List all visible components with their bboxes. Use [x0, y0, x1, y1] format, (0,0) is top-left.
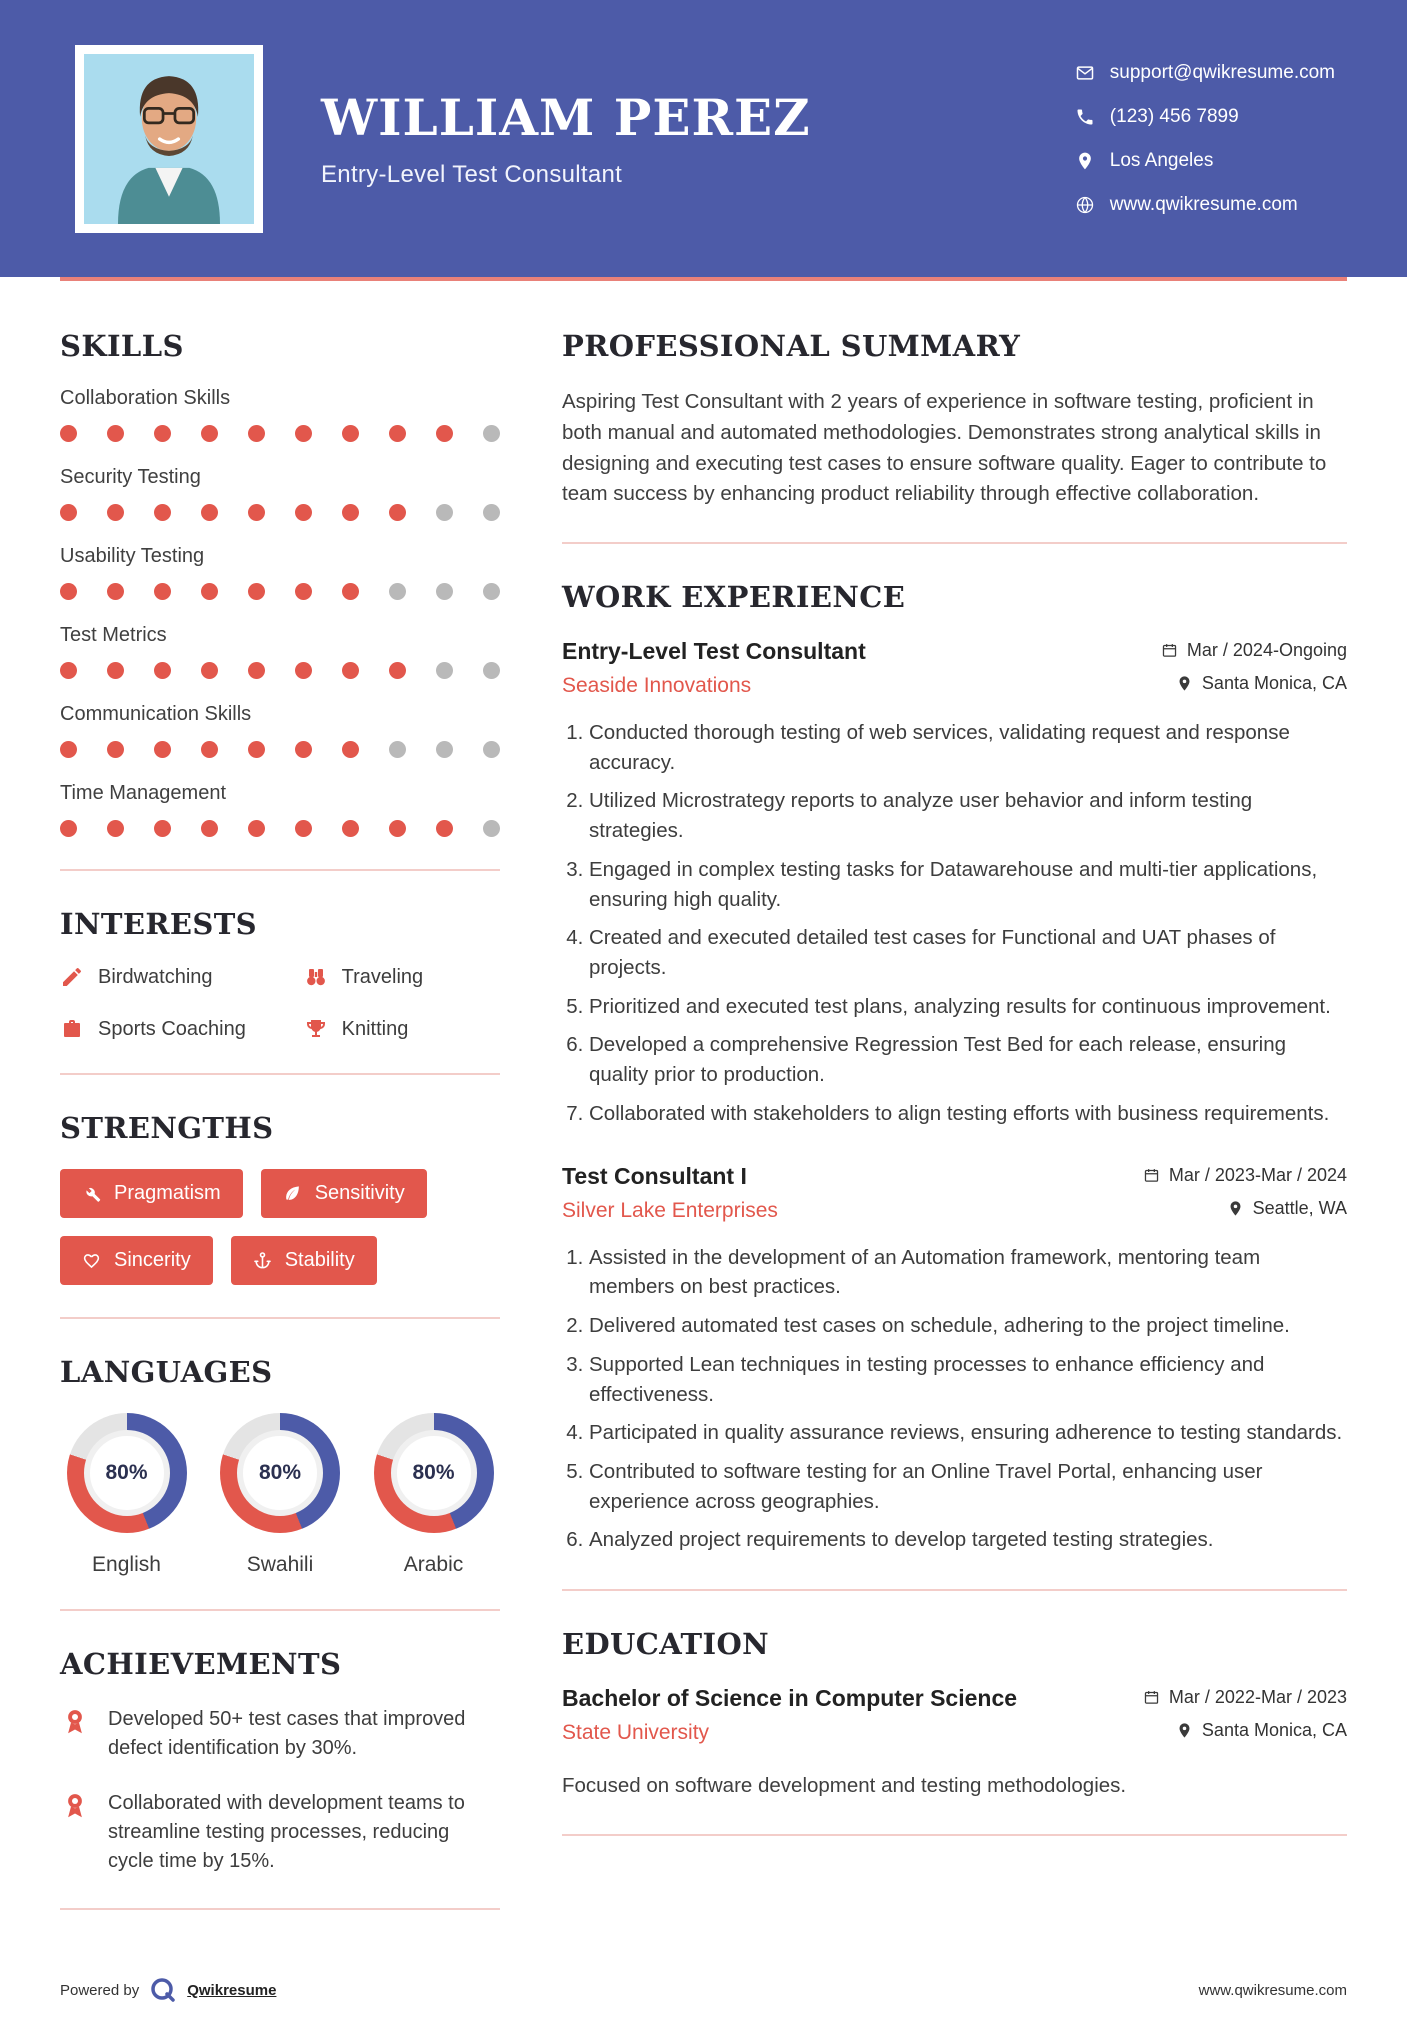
- strength-label: Sincerity: [114, 1249, 191, 1271]
- job-bullet: 3. Engaged in complex testing tasks for Datawarehouse and multi-tier applications, ensuring high quality.: [589, 855, 1347, 914]
- qwikresume-logo-icon: [149, 1976, 177, 2004]
- interest-item: [304, 1017, 500, 1041]
- skill-dot: [483, 741, 500, 758]
- job-bullet: 4. Created and executed detailed test cases for Functional and UAT phases of projects.: [589, 923, 1347, 982]
- skill-item: [60, 387, 500, 442]
- language-donut: [220, 1413, 340, 1533]
- job-dates-text: Mar / 2023-Mar / 2024: [1168, 1164, 1347, 1185]
- education-location: [1176, 1720, 1347, 1741]
- skill-label: Security Testing: [60, 466, 201, 488]
- job-bullet-list: [562, 718, 1347, 1129]
- skill-dot: [154, 504, 171, 521]
- education-dates-text: Mar / 2022-Mar / 2023: [1168, 1687, 1347, 1708]
- medal-icon: [60, 1707, 90, 1737]
- skill-rating: [60, 820, 500, 837]
- skill-label: Time Management: [60, 782, 226, 804]
- skill-dot: [248, 425, 265, 442]
- job-bullet: 5. Contributed to software testing for an Online Travel Portal, enhancing user experience across geographies.: [589, 1457, 1347, 1516]
- education-heading: EDUCATION: [562, 1627, 770, 1662]
- skill-item: [60, 545, 500, 600]
- strengths-section: [60, 1111, 500, 1319]
- language-list: [60, 1413, 500, 1577]
- qwikresume-brand-link[interactable]: Qwikresume: [187, 1981, 277, 1999]
- pin-icon: [1176, 675, 1193, 692]
- education-entry: [562, 1685, 1347, 1802]
- job-bullet-list: [562, 1243, 1347, 1555]
- skill-rating: [60, 583, 500, 600]
- skill-dot: [342, 820, 359, 837]
- skill-dot: [483, 662, 500, 679]
- candidate-title: Entry-Level Test Consultant: [321, 161, 623, 188]
- skill-dot: [60, 583, 77, 600]
- experience-heading: WORK EXPERIENCE: [562, 580, 906, 614]
- powered-by: [60, 1976, 276, 2004]
- strength-chip: [60, 1169, 243, 1218]
- contact-list: [1075, 62, 1335, 216]
- interest-item: [60, 965, 296, 989]
- skill-dot: [201, 662, 218, 679]
- achievements-section: [60, 1647, 500, 1910]
- skills-heading: SKILLS: [60, 329, 184, 363]
- section-divider: [60, 869, 500, 871]
- skill-item: [60, 624, 500, 679]
- footer-site-link[interactable]: www.qwikresume.com: [1198, 1981, 1347, 1999]
- skill-dot: [342, 504, 359, 521]
- education-location-text: Santa Monica, CA: [1201, 1720, 1347, 1741]
- candidate-name: WILLIAM PEREZ: [321, 88, 811, 147]
- skill-label: Communication Skills: [60, 703, 252, 725]
- skill-rating: [60, 425, 500, 442]
- strength-label: Pragmatism: [114, 1182, 221, 1204]
- skill-item: [60, 782, 500, 837]
- skill-dot: [436, 425, 453, 442]
- skill-dot: [483, 583, 500, 600]
- languages-heading: LANGUAGES: [60, 1355, 273, 1389]
- job-location-text: Seattle, WA: [1252, 1197, 1347, 1218]
- language-item: [214, 1413, 347, 1577]
- skill-dot: [389, 583, 406, 600]
- skill-dot: [436, 662, 453, 679]
- language-donut: [374, 1413, 494, 1533]
- job-bullet: 7. Collaborated with stakeholders to align testing efforts with business requirements.: [589, 1099, 1347, 1129]
- skill-dot: [201, 504, 218, 521]
- skill-dot: [154, 820, 171, 837]
- avatar: [84, 54, 254, 224]
- job-dates: [1143, 1165, 1347, 1186]
- language-percent: 80%: [391, 1430, 477, 1516]
- job-bullet: 3. Supported Lean techniques in testing processes to enhance efficiency and effectiveness.: [589, 1350, 1347, 1409]
- skill-dot: [154, 662, 171, 679]
- header-divider: [60, 277, 1347, 281]
- experience-section: [562, 580, 1347, 1591]
- interest-label: Knitting: [341, 1017, 409, 1040]
- bag-icon: [60, 1017, 84, 1041]
- language-item: [367, 1413, 500, 1577]
- contact-website-text: www.qwikresume.com: [1109, 193, 1298, 215]
- strengths-heading: STRENGTHS: [60, 1111, 274, 1145]
- skill-dot: [248, 504, 265, 521]
- education-section: [562, 1627, 1347, 1836]
- calendar-icon: [1143, 1689, 1160, 1706]
- education-dates: [1143, 1687, 1347, 1708]
- skill-dot: [389, 662, 406, 679]
- job-bullet: 5. Prioritized and executed test plans, analyzing results for continuous improvement.: [589, 992, 1347, 1022]
- section-divider: [60, 1609, 500, 1611]
- skill-dot: [60, 662, 77, 679]
- achievement-text: Developed 50+ test cases that improved defect identification by 30%.: [108, 1708, 466, 1759]
- job-dates: [1161, 640, 1347, 661]
- skill-dot: [295, 504, 312, 521]
- right-column: [562, 329, 1347, 1872]
- skill-dot: [295, 583, 312, 600]
- section-divider: [60, 1317, 500, 1319]
- job-company: Silver Lake Enterprises: [562, 1198, 778, 1222]
- calendar-icon: [1143, 1167, 1160, 1184]
- language-label: Swahili: [246, 1553, 314, 1576]
- strength-chip: [60, 1236, 213, 1285]
- section-divider: [562, 1589, 1347, 1591]
- pin-icon: [1227, 1200, 1244, 1217]
- content: [0, 281, 1407, 1946]
- skill-dot: [389, 820, 406, 837]
- section-divider: [562, 542, 1347, 544]
- skill-dot: [295, 820, 312, 837]
- skill-dot: [60, 820, 77, 837]
- skill-dot: [436, 583, 453, 600]
- skill-dot: [483, 820, 500, 837]
- skill-dot: [295, 741, 312, 758]
- job-title: Entry-Level Test Consultant: [562, 638, 866, 664]
- pencil-icon: [60, 965, 84, 989]
- header: [0, 0, 1407, 277]
- job-bullet: 1. Assisted in the development of an Automation framework, mentoring team members on best practices.: [589, 1243, 1347, 1302]
- summary-heading: PROFESSIONAL SUMMARY: [562, 329, 1021, 363]
- contact-website[interactable]: [1075, 194, 1335, 216]
- school-name: State University: [562, 1721, 710, 1745]
- language-percent: 80%: [237, 1430, 323, 1516]
- achievement-text: Collaborated with development teams to streamline testing processes, reducing cycle time by 15%.: [108, 1792, 465, 1872]
- skill-dot: [107, 741, 124, 758]
- achievement-item: [60, 1789, 500, 1876]
- skill-label: Collaboration Skills: [60, 387, 231, 409]
- summary-section: [562, 329, 1347, 544]
- skill-dot: [107, 504, 124, 521]
- contact-email[interactable]: [1075, 62, 1335, 84]
- section-divider: [60, 1908, 500, 1910]
- leaf-icon: [283, 1184, 302, 1203]
- interest-item: [60, 1017, 296, 1041]
- skill-dot: [295, 425, 312, 442]
- language-label: English: [92, 1553, 161, 1576]
- interest-label: Sports Coaching: [98, 1017, 246, 1040]
- degree-title: Bachelor of Science in Computer Science: [562, 1685, 1018, 1712]
- job-bullet: 6. Analyzed project requirements to develop targeted testing strategies.: [589, 1525, 1347, 1555]
- contact-location-text: Los Angeles: [1109, 149, 1214, 171]
- interest-list: [60, 965, 500, 1041]
- skill-dot: [436, 504, 453, 521]
- skill-dot: [107, 662, 124, 679]
- skill-dot: [201, 425, 218, 442]
- language-donut: [67, 1413, 187, 1533]
- location-icon: [1075, 151, 1095, 171]
- profile-photo: [75, 45, 263, 233]
- interests-section: [60, 907, 500, 1075]
- achievement-item: [60, 1705, 500, 1763]
- contact-phone[interactable]: [1075, 106, 1335, 128]
- job-location-text: Santa Monica, CA: [1201, 673, 1347, 693]
- skill-dot: [342, 662, 359, 679]
- job-entry: [562, 1163, 1347, 1555]
- job-bullet: 1. Conducted thorough testing of web services, validating request and response accuracy.: [589, 718, 1347, 777]
- job-title: Test Consultant I: [562, 1162, 747, 1189]
- section-divider: [60, 1073, 500, 1075]
- identity-block: [321, 88, 811, 189]
- skill-dot: [436, 820, 453, 837]
- language-percent: 80%: [84, 1430, 170, 1516]
- job-dates-text: Mar / 2024-Ongoing: [1186, 640, 1347, 660]
- skill-label: Test Metrics: [60, 624, 167, 646]
- skills-section: [60, 329, 500, 871]
- language-item: [60, 1413, 193, 1577]
- skill-item: [60, 466, 500, 521]
- interest-label: Birdwatching: [98, 965, 213, 988]
- skill-dot: [248, 741, 265, 758]
- trophy-icon: [304, 1017, 328, 1041]
- medal-icon: [60, 1791, 90, 1821]
- globe-icon: [1075, 195, 1095, 215]
- skill-dot: [154, 741, 171, 758]
- skill-rating: [60, 504, 500, 521]
- skill-dot: [436, 741, 453, 758]
- skill-dot: [201, 741, 218, 758]
- pin-icon: [1176, 1722, 1193, 1739]
- heart-icon: [82, 1251, 101, 1270]
- email-icon: [1075, 63, 1095, 83]
- skill-dot: [389, 504, 406, 521]
- skill-dot: [342, 425, 359, 442]
- summary-text: Aspiring Test Consultant with 2 years of experience in software testing, proficient in both manual and automated methodologies. Demonstrates strong analytical skills in designing and executing test cases to ensure software quality. Eager to contribute to team success by enhancing product reliability through effective collaboration.: [562, 390, 1327, 506]
- skill-rating: [60, 741, 500, 758]
- skill-label: Usability Testing: [60, 545, 205, 567]
- strength-label: Sensitivity: [314, 1182, 405, 1204]
- skill-dot: [201, 820, 218, 837]
- skill-dot: [389, 425, 406, 442]
- interest-item: [304, 965, 500, 989]
- skill-dot: [107, 425, 124, 442]
- contact-location: [1075, 150, 1335, 172]
- binoculars-icon: [304, 965, 328, 989]
- skill-dot: [60, 504, 77, 521]
- powered-by-text: Powered by: [60, 1981, 140, 1999]
- job-location: [1227, 1198, 1347, 1219]
- strength-list: [60, 1169, 500, 1285]
- job-location: [1176, 673, 1347, 694]
- skill-dot: [248, 583, 265, 600]
- job-bullet: 2. Delivered automated test cases on schedule, adhering to the project timeline.: [589, 1311, 1347, 1341]
- skill-rating: [60, 662, 500, 679]
- skill-dot: [60, 425, 77, 442]
- achievements-heading: ACHIEVEMENTS: [60, 1647, 342, 1681]
- wrench-icon: [82, 1184, 101, 1203]
- strength-label: Stability: [284, 1249, 355, 1271]
- skill-dot: [295, 662, 312, 679]
- skill-dot: [483, 504, 500, 521]
- languages-section: [60, 1355, 500, 1611]
- left-column: [60, 329, 500, 1946]
- phone-icon: [1075, 107, 1095, 127]
- skill-dot: [248, 820, 265, 837]
- skill-dot: [154, 425, 171, 442]
- skill-dot: [107, 820, 124, 837]
- job-bullet: 4. Participated in quality assurance reviews, ensuring adherence to testing standards.: [589, 1418, 1347, 1448]
- skill-dot: [107, 583, 124, 600]
- skill-dot: [201, 583, 218, 600]
- language-label: Arabic: [403, 1553, 464, 1576]
- calendar-icon: [1161, 642, 1178, 659]
- job-bullet: 6. Developed a comprehensive Regression Test Bed for each release, ensuring quality prior to production.: [589, 1030, 1347, 1089]
- job-company: Seaside Innovations: [562, 674, 752, 697]
- contact-email-text: support@qwikresume.com: [1109, 61, 1335, 83]
- skill-dot: [342, 741, 359, 758]
- interests-heading: INTERESTS: [60, 907, 258, 941]
- skill-dot: [483, 425, 500, 442]
- job-bullet: 2. Utilized Microstrategy reports to analyze user behavior and inform testing strategies.: [589, 786, 1347, 845]
- skill-dot: [342, 583, 359, 600]
- skill-dot: [389, 741, 406, 758]
- strength-chip: [231, 1236, 377, 1285]
- anchor-icon: [253, 1251, 272, 1270]
- strength-chip: [261, 1169, 427, 1218]
- skill-dot: [154, 583, 171, 600]
- skill-dot: [248, 662, 265, 679]
- job-entry: [562, 638, 1347, 1129]
- skill-item: [60, 703, 500, 758]
- education-note: Focused on software development and testing methodologies.: [562, 1774, 1127, 1798]
- skill-dot: [60, 741, 77, 758]
- interest-label: Traveling: [341, 965, 424, 988]
- footer: [0, 1946, 1407, 2036]
- contact-phone-text: (123) 456 7899: [1109, 105, 1239, 127]
- section-divider: [562, 1834, 1347, 1836]
